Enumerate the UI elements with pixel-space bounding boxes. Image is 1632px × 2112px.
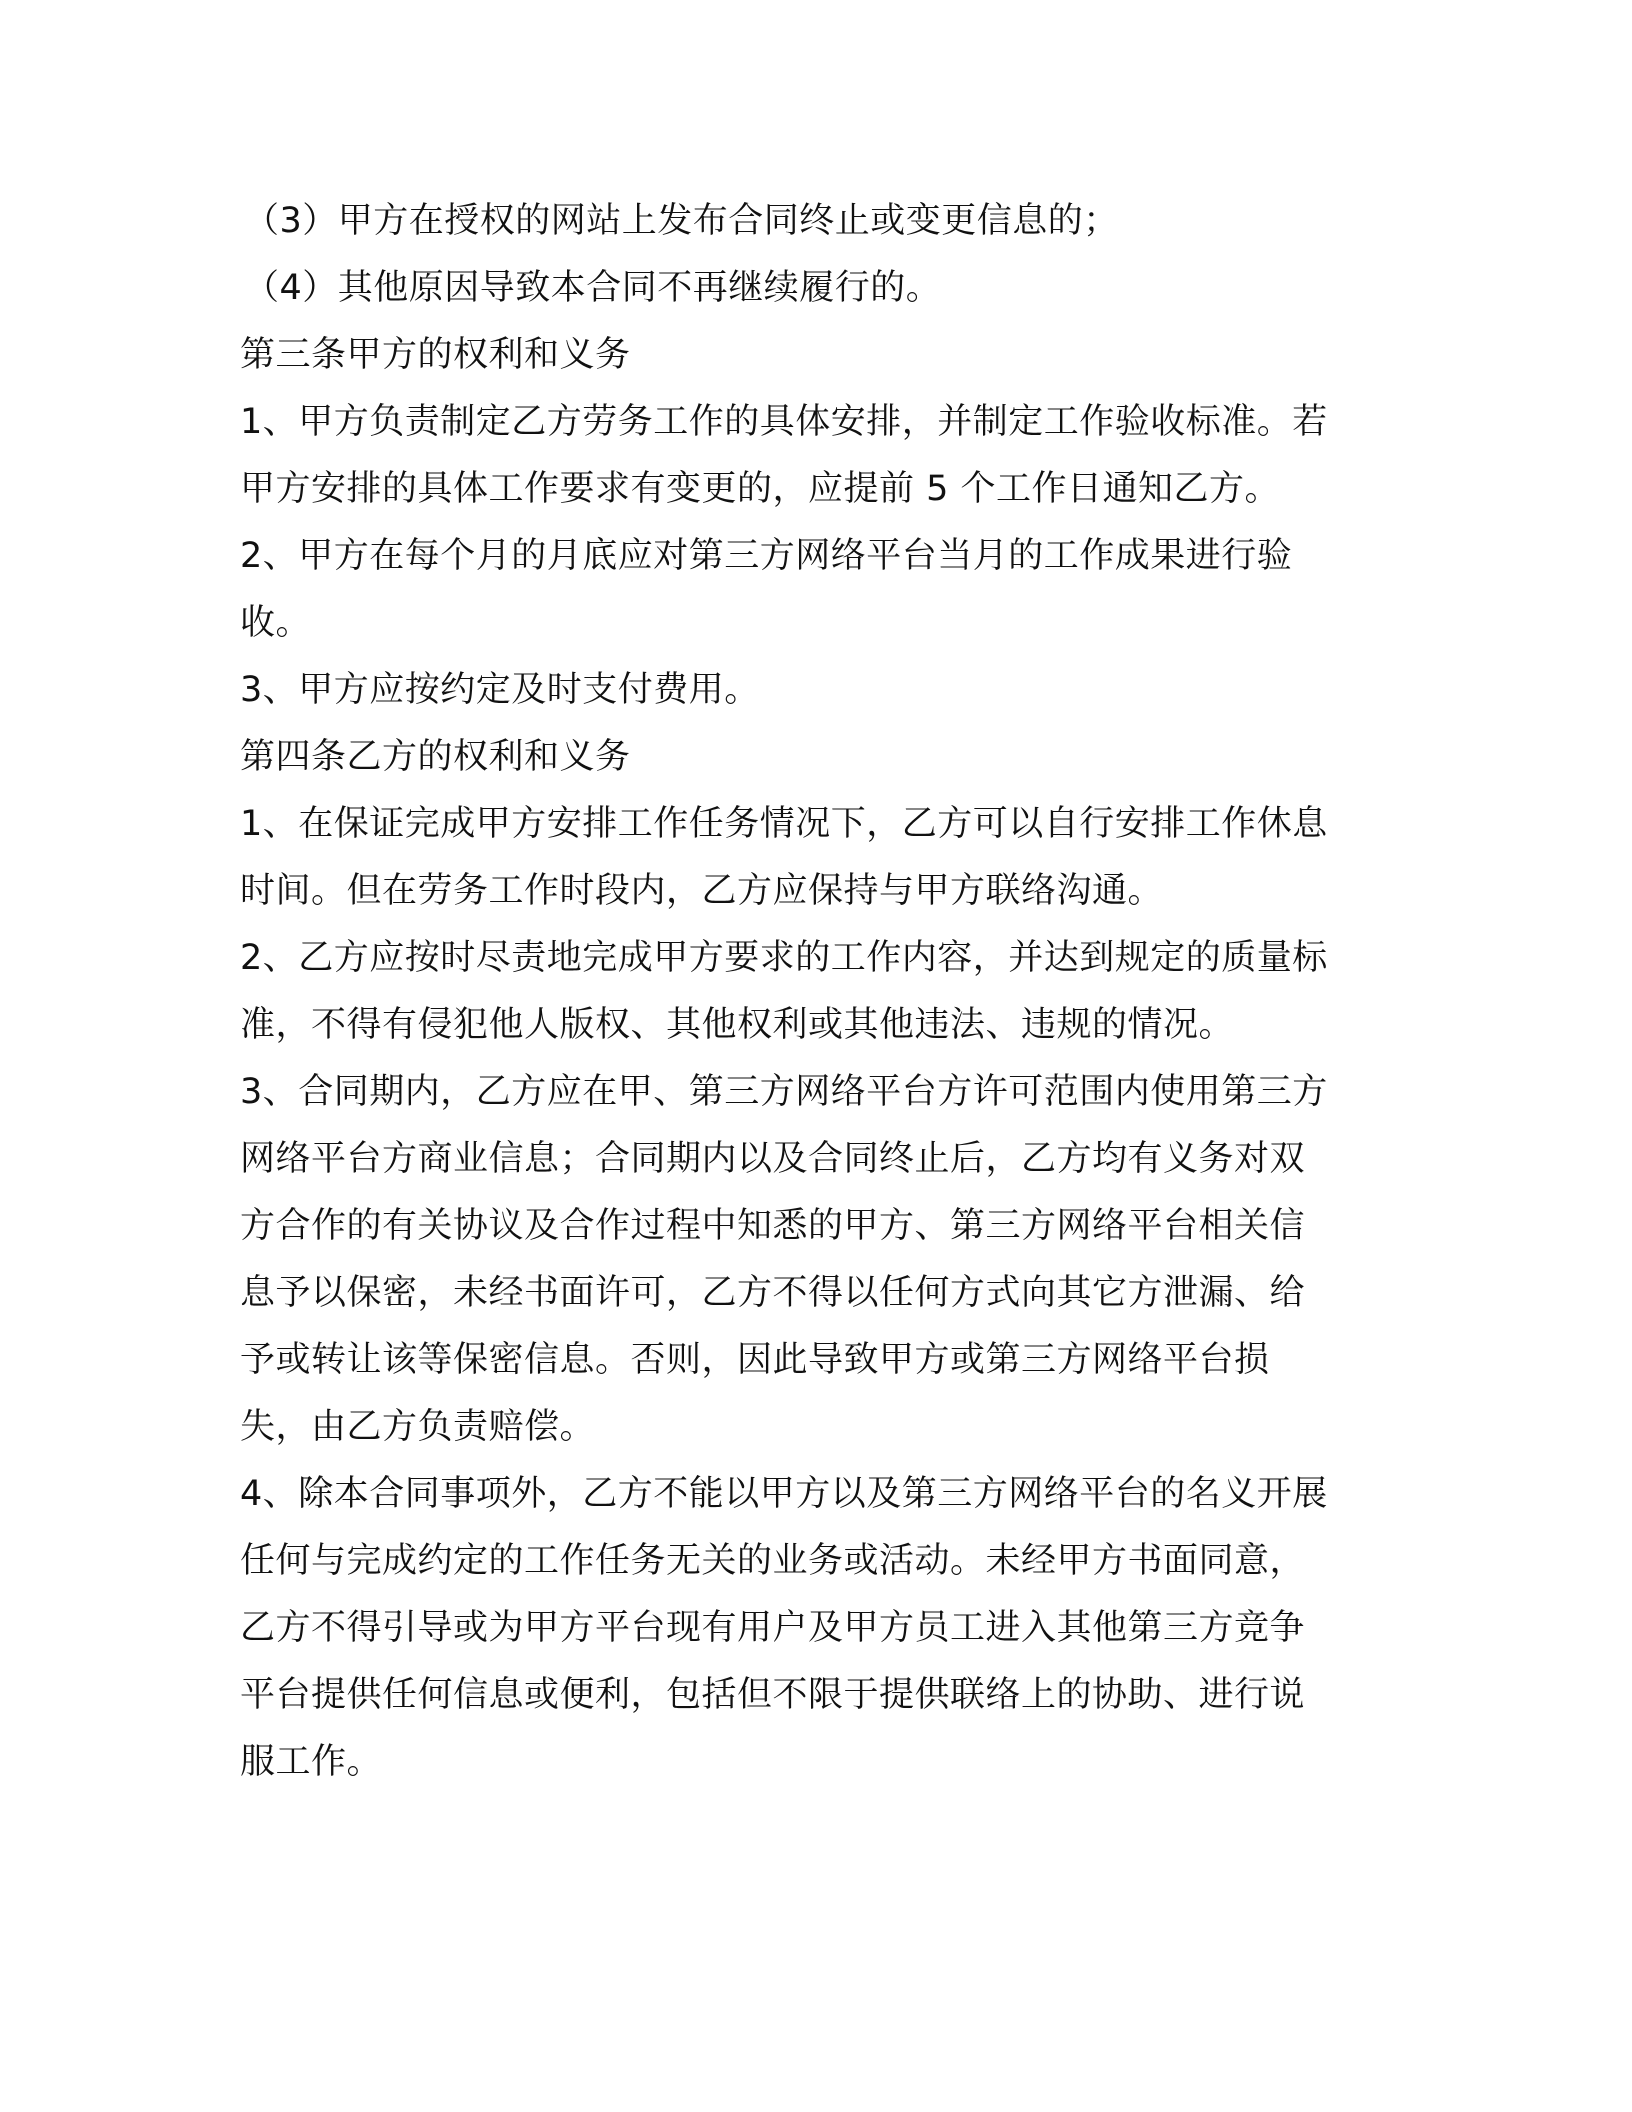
clause-item: （4）其他原因导致本合同不再继续履行的。 bbox=[244, 268, 942, 308]
clause-continuation: 方合作的有关协议及合作过程中知悉的甲方、第三方网络平台相关信 bbox=[240, 1206, 1306, 1246]
clause-continuation: 息予以保密，未经书面许可，乙方不得以任何方式向其它方泄漏、给 bbox=[240, 1273, 1306, 1313]
clause-item: （3）甲方在授权的网站上发布合同终止或变更信息的； bbox=[244, 201, 1119, 241]
clause-continuation: 收。 bbox=[240, 603, 312, 643]
section-heading: 第三条甲方的权利和义务 bbox=[240, 335, 631, 375]
clause-continuation: 任何与完成约定的工作任务无关的业务或活动。未经甲方书面同意， bbox=[240, 1541, 1306, 1581]
clause-continuation: 网络平台方商业信息；合同期内以及合同终止后，乙方均有义务对双 bbox=[240, 1139, 1306, 1179]
clause-continuation: 乙方不得引导或为甲方平台现有用户及甲方员工进入其他第三方竞争 bbox=[240, 1608, 1306, 1648]
clause-item: 2、乙方应按时尽责地完成甲方要求的工作内容，并达到规定的质量标 bbox=[240, 938, 1328, 978]
clause-continuation: 平台提供任何信息或便利，包括但不限于提供联络上的协助、进行说 bbox=[240, 1675, 1306, 1715]
clause-continuation: 服工作。 bbox=[240, 1742, 383, 1782]
clause-continuation: 准，不得有侵犯他人版权、其他权利或其他违法、违规的情况。 bbox=[240, 1005, 1235, 1045]
clause-item: 1、甲方负责制定乙方劳务工作的具体安排，并制定工作验收标准。若 bbox=[240, 402, 1328, 442]
document-body bbox=[240, 188, 1390, 1796]
clause-item: 3、合同期内，乙方应在甲、第三方网络平台方许可范围内使用第三方 bbox=[240, 1072, 1328, 1112]
clause-item: 2、甲方在每个月的月底应对第三方网络平台当月的工作成果进行验 bbox=[240, 536, 1293, 576]
clause-continuation: 失，由乙方负责赔偿。 bbox=[240, 1407, 596, 1447]
section-heading: 第四条乙方的权利和义务 bbox=[240, 737, 631, 777]
clause-continuation: 时间。但在劳务工作时段内，乙方应保持与甲方联络沟通。 bbox=[240, 871, 1164, 911]
clause-item: 3、甲方应按约定及时支付费用。 bbox=[240, 670, 760, 710]
clause-item: 4、除本合同事项外，乙方不能以甲方以及第三方网络平台的名义开展 bbox=[240, 1474, 1328, 1514]
clause-continuation: 予或转让该等保密信息。否则，因此导致甲方或第三方网络平台损 bbox=[240, 1340, 1270, 1380]
clause-item: 1、在保证完成甲方安排工作任务情况下，乙方可以自行安排工作休息 bbox=[240, 804, 1328, 844]
clause-continuation: 甲方安排的具体工作要求有变更的，应提前 5 个工作日通知乙方。 bbox=[240, 469, 1281, 509]
